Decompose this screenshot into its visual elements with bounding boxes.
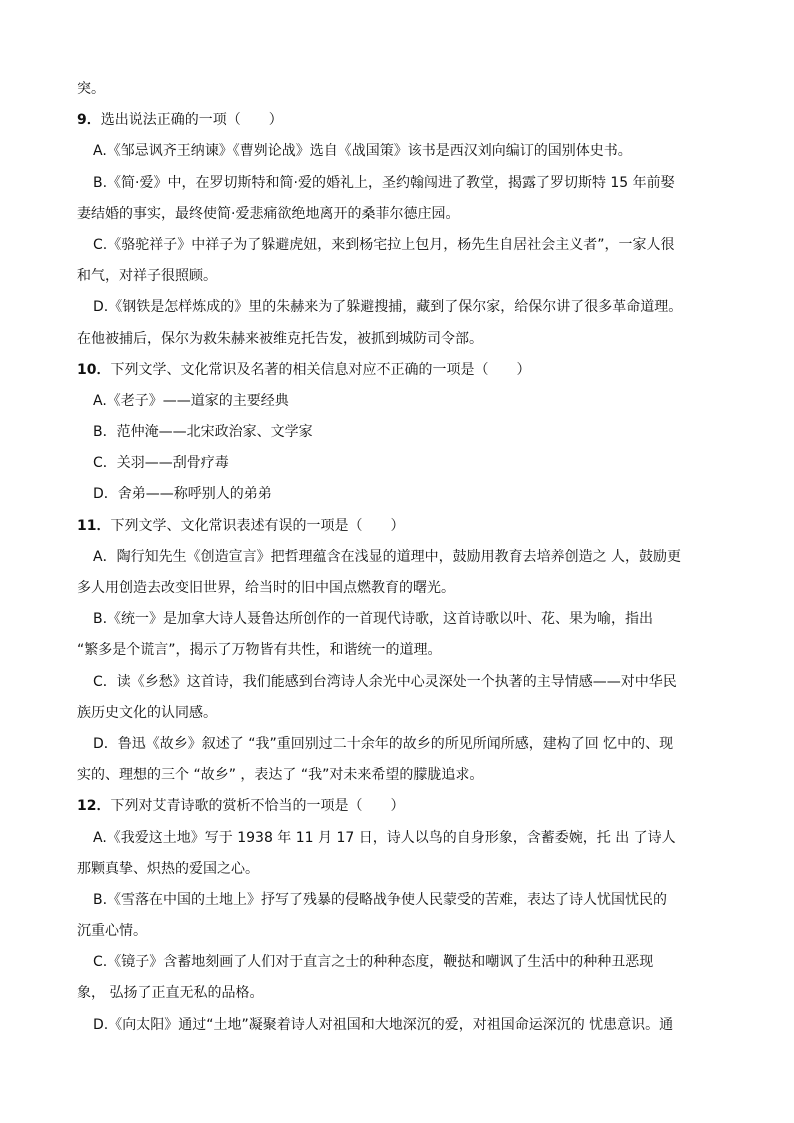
document-content xyxy=(77,74,717,1041)
option-line: C．关羽——刮骨疗毒 xyxy=(93,455,229,472)
option-line: B．范仲淹——北宋政治家、文学家 xyxy=(93,424,313,441)
question-line xyxy=(77,105,717,136)
text-line: 妻结婚的事实，最终使简·爱悲痛欲绝地离开的桑菲尔德庄园。 xyxy=(77,205,460,222)
option-line: A.《邹忌讽齐王纳谏》《曹刿论战》选自《战国策》该书是西汉刘向编订的国别体史书。 xyxy=(93,143,632,160)
question-text: 下列对艾青诗歌的赏析不恰当的一项是（ ） xyxy=(110,798,405,815)
question-line xyxy=(77,791,717,822)
option-line: C．读《乡愁》这首诗，我们能感到台湾诗人余光中心灵深处一个执著的主导情感——对中华民 xyxy=(93,673,677,690)
question-number: 11． xyxy=(77,517,111,534)
question-number: 9． xyxy=(77,112,101,129)
option-line: D．鲁迅《故乡》叙述了 “我”重回别过二十余年的故乡的所见所闻所感，建构了回 忆中的、现 xyxy=(93,735,674,752)
question-number: 10． xyxy=(77,361,111,378)
question-text: 下列文学、文化常识及名著的相关信息对应不正确的一项是（ ） xyxy=(110,361,531,378)
text-line: 族历史文化的认同感。 xyxy=(77,704,217,721)
option-line: A.《我爱这土地》写于 1938 年 11 月 17 日，诗人以鸟的自身形象，含蓄委婉，托 出 了诗人 xyxy=(93,829,676,846)
text-line: 在他被捕后，保尔为救朱赫来被维克托告发，被抓到城防司令部。 xyxy=(77,330,483,347)
text-line: 和气，对祥子很照顾。 xyxy=(77,268,217,285)
option-line: C.《骆驼祥子》中祥子为了躲避虎妞，来到杨宅拉上包月，杨先生自居社会主义者”，一家人很 xyxy=(93,236,675,253)
option-line: C.《镜子》含蓄地刻画了人们对于直言之士的种种态度，鞭挞和嘲讽了生活中的种种丑恶现 xyxy=(93,954,654,971)
text-line: 多人用创造去改变旧世界，给当时的旧中国点燃教育的曙光。 xyxy=(77,580,455,596)
question-text: 下列文学、文化常识表述有误的一项是（ ） xyxy=(110,517,405,534)
text-line: 那颗真挚、炽热的爱国之心。 xyxy=(77,860,259,877)
option-line: A.《老子》——道家的主要经典 xyxy=(93,392,289,409)
option-line: B.《简·爱》中，在罗切斯特和简·爱的婚礼上，圣约翰闯进了教堂，揭露了罗切斯特 15 年前娶 xyxy=(93,174,675,191)
text-line: 象， 弘扬了正直无私的品格。 xyxy=(77,985,264,1002)
question-line xyxy=(77,355,717,386)
question-line xyxy=(77,511,717,542)
question-text: 选出说法正确的一项（ ） xyxy=(100,112,283,129)
option-line: B.《统一》是加拿大诗人聂鲁达所创作的一首现代诗歌，这首诗歌以叶、花、果为喻，指出 xyxy=(93,611,654,628)
option-line: D.《钢铁是怎样炼成的》里的朱赫来为了躲避搜捕，藏到了保尔家，给保尔讲了很多革命道理。 xyxy=(93,299,683,316)
option-line: B.《雪落在中国的土地上》抒写了残暴的侵略战争使人民蒙受的苦难，表达了诗人忧国忧民的 xyxy=(93,891,668,908)
question-number: 12． xyxy=(77,798,111,815)
text-line: 突。 xyxy=(77,81,105,97)
text-line: 沉重心情。 xyxy=(77,923,147,940)
option-line: D．舍弟——称呼别人的弟弟 xyxy=(93,486,272,503)
option-line: D.《向太阳》通过“土地”凝聚着诗人对祖国和大地深沉的爱，对祖国命运深沉的 忧患意识。通 xyxy=(93,1016,674,1033)
option-line: A．陶行知先生《创造宣言》把哲理蕴含在浅显的道理中，鼓励用教育去培养创造之 人，鼓励更 xyxy=(93,548,682,565)
text-line: “繁多是个谎言”，揭示了万物皆有共性，和谐统一的道理。 xyxy=(77,642,442,659)
text-line: 实的、理想的三个 “故乡” ，表达了 “我”对未来希望的朦胧追求。 xyxy=(77,767,484,784)
